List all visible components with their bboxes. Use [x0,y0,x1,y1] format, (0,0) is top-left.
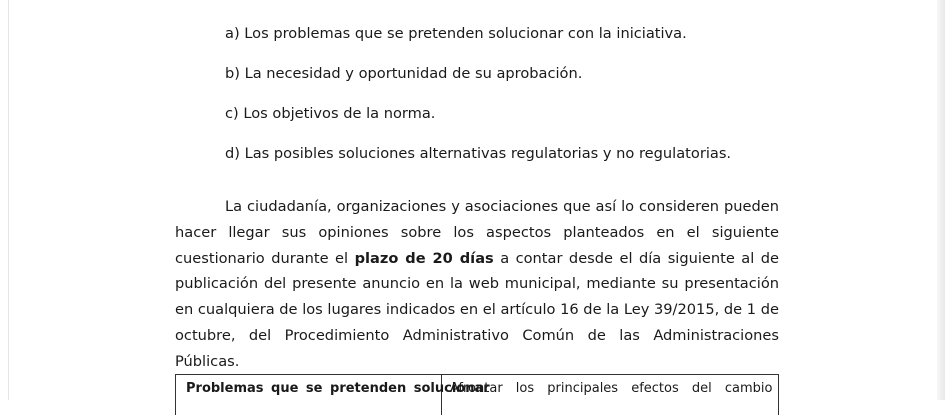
list-item: d) Las posibles soluciones alternativas regulatorias y no regulatorias. [225,145,732,162]
table-row-value: Afrontar los principales efectos del cambio [450,381,773,396]
list-item: b) La necesidad y oportunidad de su aprobación. [225,65,583,82]
list-item: a) Los problemas que se pretenden solucionar con la iniciativa. [225,25,687,42]
table-row-label: Problemas que se pretenden solucionar [176,375,442,415]
document-page [8,0,940,400]
list-item: c) Los objetivos de la norma. [225,105,436,122]
page-edge-shadow [937,0,945,400]
paragraph-text-end: a contar desde el día siguiente al de publicación del presente anuncio en la web municipal, mediante su presentación en cualquiera de los lugares indicados en el artículo 16 de la Ley 39/2015, de 1 de octubre, del Procedimiento Administrativo Común de las Administraciones Públicas. [175,249,780,370]
consultation-paragraph [175,194,779,375]
questionnaire-table [175,374,779,415]
deadline-bold-text: plazo de 20 días [354,249,494,267]
paragraph-text-start: La ciudadanía, organizaciones y asociaciones que así lo consideren pueden hacer llegar sus opiniones sobre los aspectos planteados en el siguiente cuestionario durante el [175,198,779,267]
criteria-list [225,24,825,164]
